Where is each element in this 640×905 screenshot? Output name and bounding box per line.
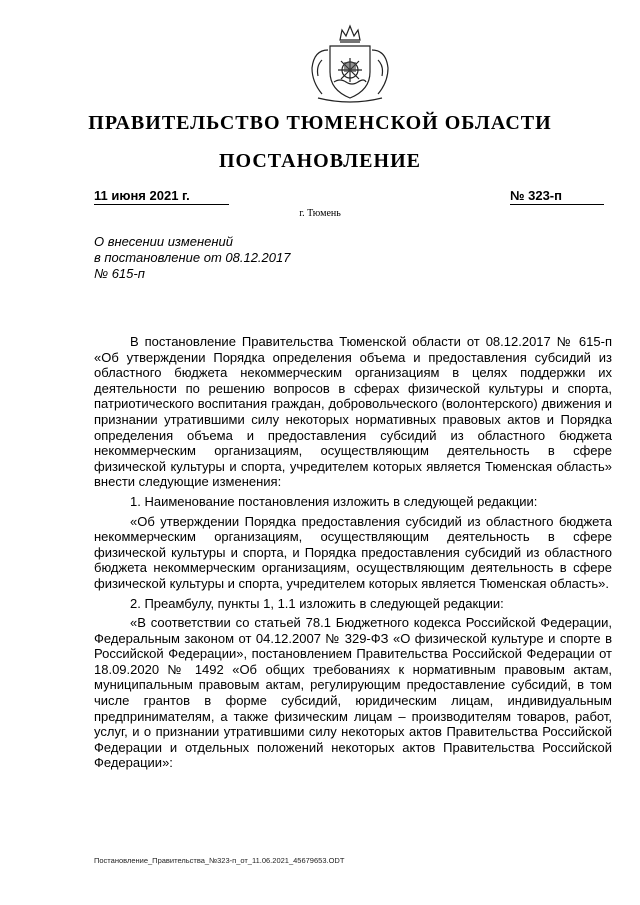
subject-block xyxy=(94,234,334,282)
document-date: 11 июня 2021 г. xyxy=(94,188,229,205)
subject-line: № 615-п xyxy=(94,266,145,281)
paragraph: «Об утверждении Порядка предоставления субсидий из областного бюджета некоммерческим организациям, осуществляющим деятельность в сфере физической культуры и спорта, и Порядка предоставления субсидий из областного бюджета некоммерческим организациям, осуществляющим деятельность в сфере физической культуры и спорта, учредителем которых является Тюменская область». xyxy=(94,513,612,591)
paragraph: 2. Преамбулу, пункты 1, 1.1 изложить в следующей редакции: xyxy=(130,595,504,611)
city: г. Тюмень xyxy=(299,208,341,219)
paragraph: 1. Наименование постановления изложить в следующей редакции: xyxy=(130,493,538,509)
paragraph: «В соответствии со статьей 78.1 Бюджетного кодекса Российской Федерации, Федеральным законом от 04.12.2007 № 329-ФЗ «О физической культуре и спорте в Российской Федерации», постановлением Правительства Российской Федерации от 18.09.2020 № 1492 «Об общих требованиях к нормативным правовым актам, муниципальным правовым актам, регулирующим предоставление субсидий, в том числе грантов в форме субсидий, юридическим лицам, индивидуальным предпринимателям, а также физическим лицам – производителям товаров, работ, услуг, и о признании утратившими силу некоторых актов Правительства Российской Федерации и отдельных положений некоторых актов Правительства Российской Федерации»: xyxy=(94,615,612,771)
government-title: ПРАВИТЕЛЬСТВО ТЮМЕНСКОЙ ОБЛАСТИ xyxy=(88,112,552,134)
subject-line: в постановление от 08.12.2017 xyxy=(94,250,291,265)
paragraph: В постановление Правительства Тюменской области от 08.12.2017 № 615-п «Об утверждении Порядка определения объема и предоставления субсидий из областного бюджета некоммерческим организациям в целях поддержки их деятельности по решению вопросов в сферах физической культуры и спорта, патриотического воспитания граждан, добровольческого (волонтерского) движения и признании утратившими силу некоторых нормативных правовых актов и Порядка определения объема и предоставления субсидий из областного бюджета некоммерческим организациям, осуществляющим деятельность в сфере физической культуры и спорта, учредителем которых является Тюменская область» внести следующие изменения: xyxy=(94,334,612,490)
subject-line: О внесении изменений xyxy=(94,234,233,249)
file-footer: Постановление_Правительства_№323-п_от_11.06.2021_45679653.ODT xyxy=(94,856,345,865)
document-type: ПОСТАНОВЛЕНИЕ xyxy=(219,150,421,172)
document-body xyxy=(94,334,612,775)
coat-of-arms-icon xyxy=(300,20,400,104)
document-number: № 323-п xyxy=(510,188,604,205)
